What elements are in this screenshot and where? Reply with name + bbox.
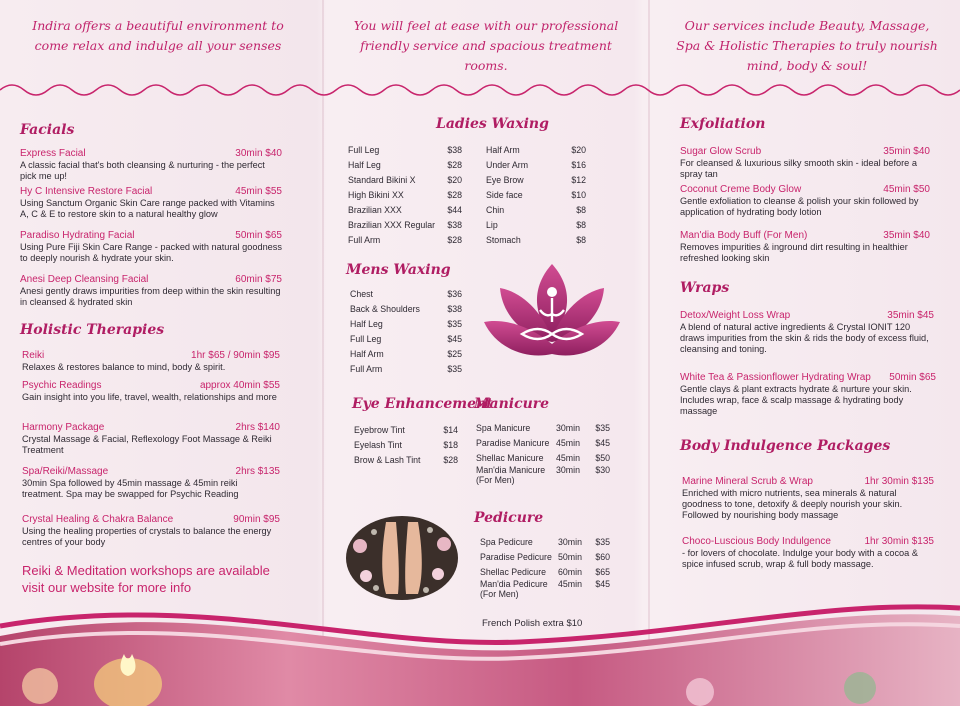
intro-text-1: Indira offers a beautiful environment to come relax and indulge all your senses bbox=[32, 18, 284, 53]
item-name: Express Facial bbox=[20, 148, 86, 159]
ladies-waxing-list-left: Full Leg $38 Half Leg $28 Standard Bikini X $20 High Bikini XX $28 Brazilian XXX $44 Brazilian XXX Regular $38 Full Arm $28 bbox=[348, 144, 462, 245]
facial-item: Hy C Intensive Restore Facial 45min $55 Using Sanctum Organic Skin Care range packed with Vitamins A, C & E to restore skin to a natural healthy glow bbox=[20, 186, 282, 219]
facial-item: Paradiso Hydrating Facial 50min $65 Using Pure Fiji Skin Care Range - packed with natural goodness to deeply nourish & hydrate your skin. bbox=[20, 230, 282, 263]
eye-enhancement-heading: Eye Enhancement bbox=[352, 396, 493, 412]
wrap-item: White Tea & Passionflower Hydrating Wrap 50min $65 Gentle clays & plant extracts hydrate & nurture your skin. Includes wrap, face & scalp massage & hydrating body massage bbox=[680, 372, 936, 416]
facials-heading: Facials bbox=[20, 122, 75, 138]
eye-enhancement-list: Eyebrow Tint $14 Eyelash Tint $18 Brow & Lash Tint $28 bbox=[354, 424, 458, 465]
mens-waxing-heading: Mens Waxing bbox=[346, 262, 451, 278]
workshop-promo: Reiki & Meditation workshops are available visit our website for more info bbox=[22, 563, 270, 595]
french-polish-note: French Polish extra $10 bbox=[482, 618, 583, 629]
holistic-item: Reiki 1hr $65 / 90min $95 Relaxes & restores balance to mind, body & spirit. bbox=[22, 350, 280, 372]
holistic-item: Psychic Readings approx 40min $55 Gain insight into you life, travel, wealth, relationships and more bbox=[22, 380, 280, 402]
ladies-waxing-heading: Ladies Waxing bbox=[436, 116, 549, 132]
ladies-waxing-list-right: Half Arm $20 Under Arm $16 Eye Brow $12 Side face $10 Chin $8 Lip $8 Stomach $8 bbox=[486, 144, 586, 245]
manicure-list: Spa Manicure 30min $35 Paradise Manicure 45min $45 Shellac Manicure 45min $50 Man'dia Manicure (For Men) 30min $30 bbox=[476, 422, 610, 485]
exfoliation-item: Sugar Glow Scrub 35min $40 For cleansed & luxurious silky smooth skin - ideal before a spray tan bbox=[680, 146, 930, 179]
intro-text-3: Our services include Beauty, Massage, Spa & Holistic Therapies to truly nourish mind, body & soul! bbox=[676, 18, 938, 73]
package-item: Choco-Luscious Body Indulgence 1hr 30min $135 - for lovers of chocolate. Indulge your body with a cocoa & spice infused scrub, wrap & full body massage. bbox=[682, 536, 934, 569]
holistic-item: Crystal Healing & Chakra Balance 90min $95 Using the healing properties of crystals to balance the energy centres of your body bbox=[22, 514, 280, 547]
holistic-heading: Holistic Therapies bbox=[20, 322, 165, 338]
package-item: Marine Mineral Scrub & Wrap 1hr 30min $135 Enriched with micro nutrients, sea minerals & natural goodness to tone, detoxify & deeply nourish your skin. Followed by nourishing body massage bbox=[682, 476, 934, 520]
wraps-heading: Wraps bbox=[680, 280, 730, 296]
facial-item: Anesi Deep Cleansing Facial 60min $75 Anesi gently draws impurities from deep within the skin resulting in cleansed & hydrated skin bbox=[20, 274, 282, 307]
feet-spa-image bbox=[346, 516, 458, 600]
lotus-meditation-icon bbox=[482, 262, 622, 372]
mens-waxing-list: Chest $36 Back & Shoulders $38 Half Leg $35 Full Leg $45 Half Arm $25 Full Arm $35 bbox=[350, 288, 462, 374]
packages-heading: Body Indulgence Packages bbox=[680, 438, 891, 454]
exfoliation-item: Man'dia Body Buff (For Men) 35min $40 Removes impurities & inground dirt resulting in healthier refreshed looking skin bbox=[680, 230, 930, 263]
item-price: 30min $40 bbox=[235, 148, 282, 159]
exfoliation-heading: Exfoliation bbox=[680, 116, 766, 132]
bottom-decor-band bbox=[0, 596, 960, 706]
item-desc: A classic facial that's both cleansing & nurturing - the perfect pick me up! bbox=[20, 160, 265, 181]
facial-item bbox=[20, 148, 282, 182]
holistic-item: Spa/Reiki/Massage 2hrs $135 30min Spa followed by 45min massage & 45min reiki treatment. Spa may be swapped for Psychic Reading bbox=[22, 466, 280, 499]
wrap-item: Detox/Weight Loss Wrap 35min $45 A blend of natural active ingredients & Crystal IONIT 120 draws impurities from the skin & rids the body of excess fluid, cleansing and toning. bbox=[680, 310, 934, 354]
pedicure-list: Spa Pedicure 30min $35 Paradise Pedicure 50min $60 Shellac Pedicure 60min $65 Man'dia Pedicure (For Men) 45min $45 bbox=[480, 536, 610, 599]
exfoliation-item: Coconut Creme Body Glow 45min $50 Gentle exfoliation to cleanse & polish your skin followed by application of hydrating body lotion bbox=[680, 184, 930, 217]
manicure-heading: Manicure bbox=[474, 396, 550, 412]
pedicure-heading: Pedicure bbox=[474, 510, 544, 526]
intro-text-2: You will feel at ease with our professional friendly service and spacious treatment rooms. bbox=[353, 18, 619, 73]
decorative-wave bbox=[0, 78, 960, 102]
holistic-item: Harmony Package 2hrs $140 Crystal Massage & Facial, Reflexology Foot Massage & Reiki Treatment bbox=[22, 422, 280, 455]
